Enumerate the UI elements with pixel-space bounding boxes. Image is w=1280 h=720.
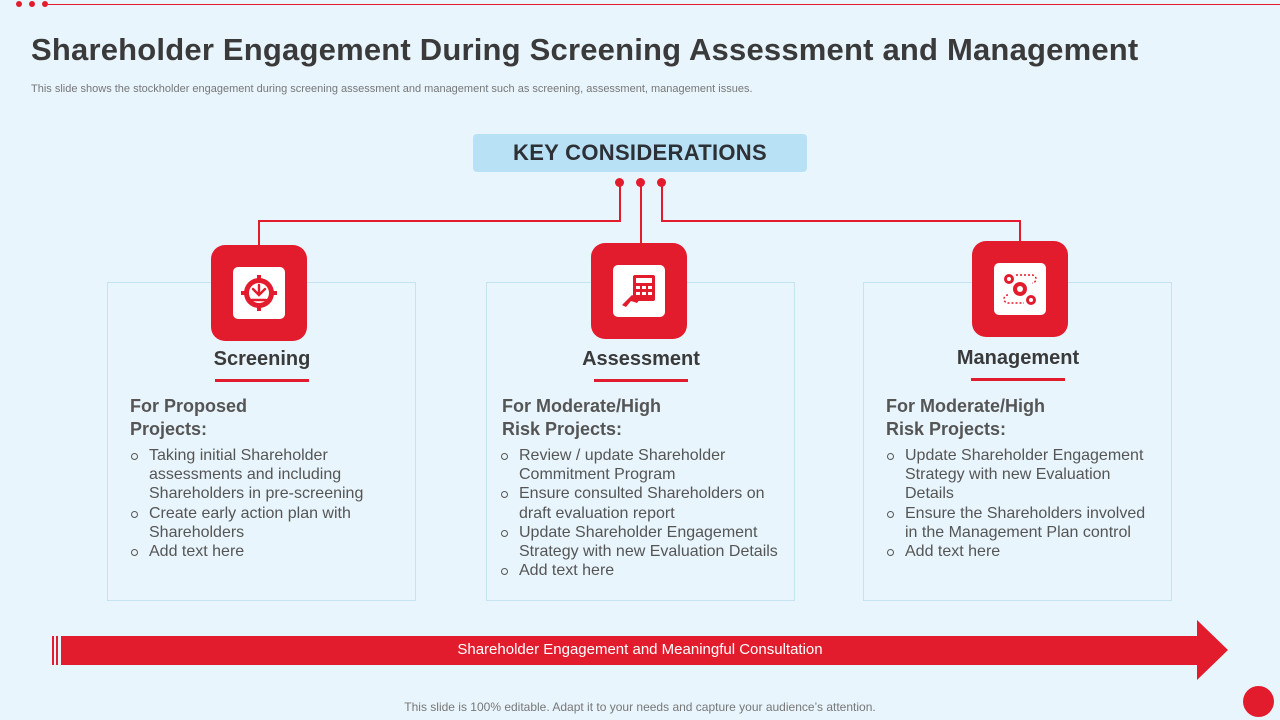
list-item: Ensure the Shareholders involved in the Management Plan control <box>886 504 1156 542</box>
assessment-bullets <box>500 446 785 580</box>
card-subheading: For Proposed Projects: <box>130 396 248 439</box>
assessment-icon-tile <box>591 243 687 339</box>
connector-line <box>661 220 1021 222</box>
management-bullets <box>886 446 1156 561</box>
connector-line <box>258 220 260 246</box>
management-icon-tile <box>972 241 1068 337</box>
title-underline <box>971 378 1065 381</box>
corner-dot <box>1243 686 1274 717</box>
page-subtitle: This slide shows the stockholder engagement during screening assessment and management such as screening, assessment, management issues. <box>31 83 753 95</box>
list-item: Update Shareholder Engagement Strategy with new Evaluation Details <box>500 523 785 561</box>
connector-line <box>1019 220 1021 242</box>
screening-icon-tile <box>211 245 307 341</box>
decor-dots <box>16 1 52 9</box>
title-underline <box>215 379 309 382</box>
list-item: Taking initial Shareholder assessments and including Shareholders in pre-screening <box>130 446 380 504</box>
key-considerations-box <box>473 134 807 172</box>
list-item: Update Shareholder Engagement Strategy with new Evaluation Details <box>886 446 1156 504</box>
connector-line <box>258 220 621 222</box>
list-item: Ensure consulted Shareholders on draft evaluation report <box>500 484 785 522</box>
connector-line <box>661 183 663 222</box>
card-subheading: For Moderate/High Risk Projects: <box>502 396 662 439</box>
arrow-label: Shareholder Engagement and Meaningful Consultation <box>457 641 823 658</box>
list-item: Add text here <box>130 542 380 561</box>
footer-note: This slide is 100% editable. Adapt it to your needs and capture your audience’s attention. <box>404 700 876 714</box>
gears-process-icon <box>1000 269 1040 309</box>
key-considerations-label: KEY CONSIDERATIONS <box>513 140 767 165</box>
list-item: Create early action plan with Shareholders <box>130 504 380 542</box>
connector-line <box>640 183 642 244</box>
connector-line <box>619 183 621 222</box>
list-item: Add text here <box>886 542 1156 561</box>
gear-hand-icon <box>239 273 279 313</box>
page-title: Shareholder Engagement During Screening Assessment and Management <box>31 32 1139 67</box>
card-title: Assessment <box>582 348 700 370</box>
card-subheading: For Moderate/High Risk Projects: <box>886 396 1046 439</box>
title-underline <box>594 379 688 382</box>
calculator-hand-icon <box>619 271 659 311</box>
top-rule <box>48 4 1280 5</box>
list-item: Add text here <box>500 561 785 580</box>
card-title: Management <box>956 347 1080 369</box>
card-title: Screening <box>213 348 311 370</box>
screening-bullets <box>130 446 380 561</box>
list-item: Review / update Shareholder Commitment Program <box>500 446 785 484</box>
